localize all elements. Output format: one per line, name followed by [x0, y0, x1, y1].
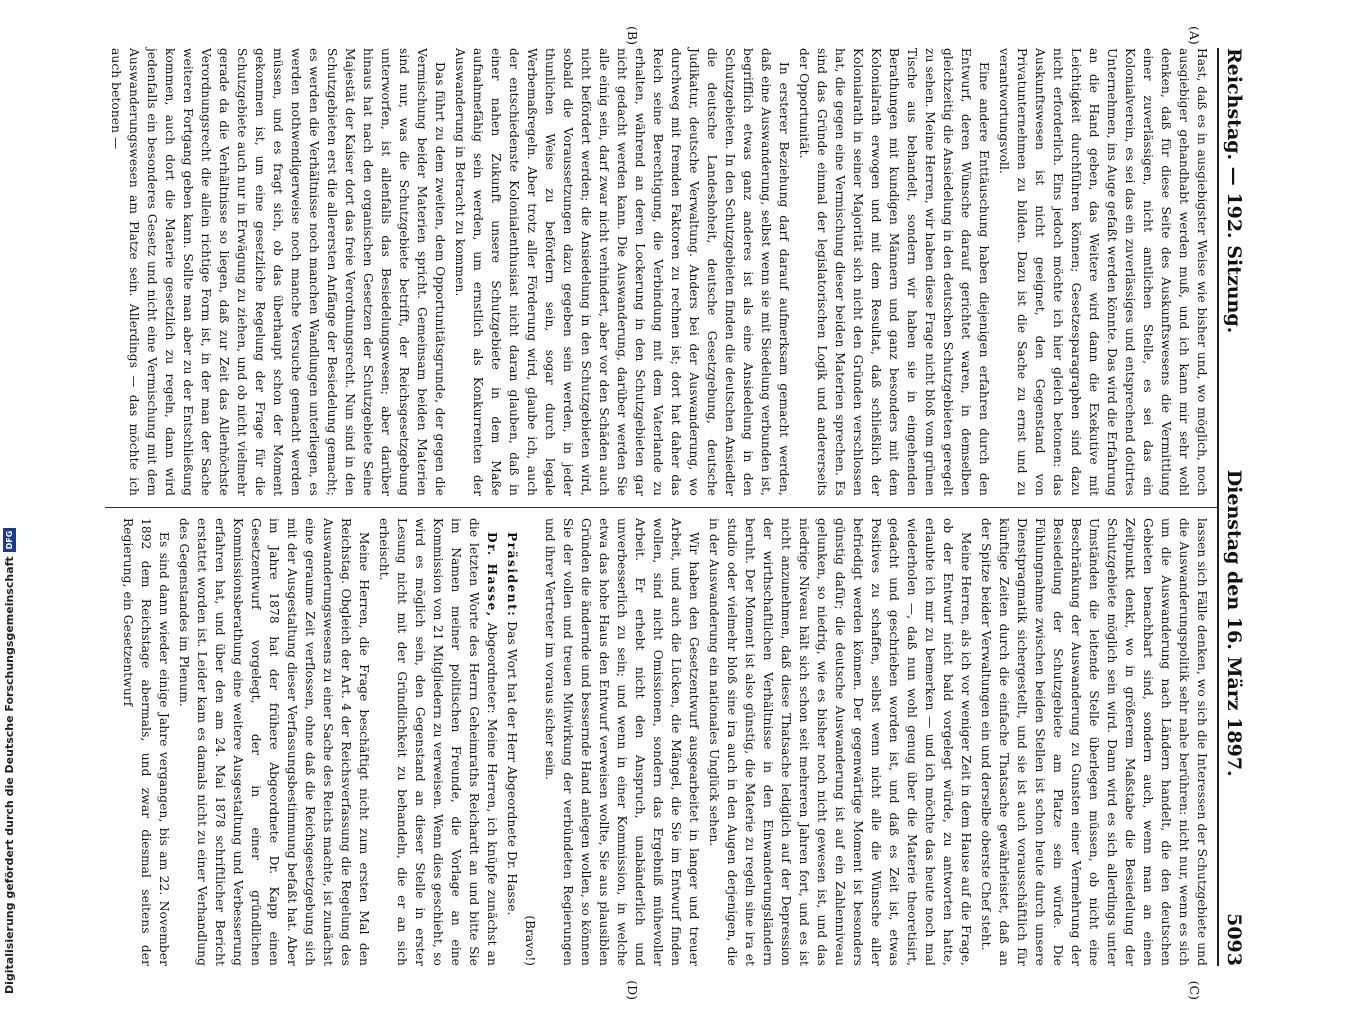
speaker-text: Das Wort hat der Herr Abgeordnete Dr. Hasse. — [505, 621, 519, 916]
margin-marker-d: (D) — [625, 980, 640, 1000]
speaker-intro — [375, 518, 501, 966]
credit-sidebar — [0, 0, 22, 1000]
paragraph: Es sind dann wieder einige Jahre vergangen, bis am 22. November 1892 dem Reichstage abermals, und zwar diesmal seitens der Regierung, ein Gesetzentwurf — [121, 518, 171, 966]
header-date: Dienstag den 16. März 1897. — [1223, 469, 1245, 777]
speaker-role: Abgeordneter: — [485, 622, 499, 714]
president-statement — [503, 518, 521, 966]
dfg-logo: DFG — [3, 528, 16, 553]
paragraph: Hast, daß es in ausgiebigster Weise wie bisher und, wo möglich, noch ausgiebiger gehandhabt werden muß, und ich kann mir sehr wohl denken, daß für diese Seite des Auskunftswesens die Vermittlung einer zuverlässigen, nicht amtlichen Stelle, es sei das ein Kolonialverein, es sei das ein zuverlässiges und entsprechend dotirtes Unternehmen, ins Auge gefaßt werden könnte. Das wird die Erfahrung an die Hand geben, das Weitere wird dann die Exekutive mit Leichtigkeit durchführen können; Gesetzesparagraphen sind dazu nicht erforderlich. Eins jedoch möchte ich hier gleich betonen: das Auskunftswesen ist nicht geeignet, den Gegenstand von Privatunternehmen zu bilden. Dazu ist die Sache zu ernst und zu verantwortungsvoll. — [997, 48, 1209, 496]
paragraph: Meine Herren, als ich vor weniger Zeit in dem Hause auf die Frage, ob der Entwurf nicht bald vorgelegt würde, zu antworten hatte, erlaubte ich mir zu bemerken — und ich möchte das heute noch mal wiederholen —, daß nun wohl genug über die Materie theoretisirt, gedacht und geschrieben worden ist, und daß es Zeit ist, etwas Positives zu schaffen, selbst wenn nicht alle die Wünsche aller befriedigt werden können. Der gegenwärtige Moment ist besonders günstig dafür; die deutsche Auswanderung ist auf ein Zahlenniveau gelunken, so niedrig, wie es bisher noch nicht gewesen ist, und das niedrige Niveau hält sich schon seit mehreren Jahren fort, und es ist nicht anzunehmen, daß diese Thatsache lediglich auf der Depression der wirthschaftlichen Verhältnisse in den Einwanderungsländern beruht. Der Moment ist also günstig, die Materie zu regeln sine ira et studio oder vielmehr bloß sine ira auch in den Augen derjenigen, die in der Auswanderung ein nationales Unglück sehen. — [707, 518, 973, 966]
header-left: Reichstag. — 192. Sitzung. — [1223, 48, 1245, 334]
paragraph: Meine Herren, die Frage beschäftigt nicht zum ersten Mal den Reichstag. Obgleich der Art. 4 der Reichsverfassung die Regelung des Auswanderungswesens zu einer Sache des Reichs machte, ist zunächst eine geraume Zeit verflossen, ohne daß die Reichsgesetzgebung sich mit der Ausgestaltung dieser Verfassungsbestimmung befaßt hat. Aber im Jahre 1878 hat der frühere Abgeordnete Dr. Kapp einen Gesetzentwurf vorgelegt, der in einer gründlichen Kommissionsberathung eine weitere Ausgestaltung und Verbesserung erfahren hat, und über den am 24. Mai 1878 schriftlicher Bericht erstattet worden ist. Leider kam es damals nicht zu einer Verhandlung des Gegenstandes im Plenum. — [177, 518, 371, 966]
right-column — [105, 518, 1211, 1000]
page-number: 5093 — [1223, 913, 1245, 966]
applause-note: (Bravo!) — [523, 915, 537, 966]
margin-marker-a: (A) — [1187, 26, 1202, 45]
document-page — [5, 22, 1255, 1022]
paragraph: Eine andere Enttäuschung haben diejenigen erfahren durch den Entwurf, deren Wünsche darauf gerichtet waren, in demselben gleichzeitig die Ansiedelung in den deutschen Schutzgebieten geregelt zu sehen. Meine Herren, wir haben diese Frage nicht bloß vom grünen Tische aus behandelt, sondern wir haben sie in eingehenden Berathungen mit kundigen Männern und ganz besonders mit dem Kolonialrath erwogen und mit dem Resultat, daß schließlich der Kolonialrath in seiner Majorität sich nicht den Gründen verschlossen hat, die gegen eine Vermischung dieser beiden Materien sprechen. Es sind das Gründe einmal der legislatorischen Logik und andererseits der Opportunität. — [797, 48, 991, 496]
paragraph: In ersterer Beziehung darf darauf aufmerksam gemacht werden, daß eine Auswanderung, selbst wenn sie mit Siedelung verbunden ist, begrifflich etwas ganz anderes ist als eine Ansiedelung in den Schutzgebieten. In den Schutzgebieten finden die deutschen Ansiedler die deutsche Landeshoheit, deutsche Gesetzgebung, deutsche Judikatur, deutsche Verwaltung. Anders bei der Auswanderung, wo durchweg mit fremden Faktoren zu rechnen ist; dort hat daher das Reich seine Berechtigung, die Verbindung mit dem Vaterlande zu erhalten, während an deren Lockerung in den Schutzgebieten gar nicht gedacht werden kann. Die Auswanderung, darüber werden Sie alle einig sein, darf zwar nicht verhindert, aber vor den Schäden auch nicht befördert werden; die Ansiedelung in den Schutzgebieten wird, sobald die Voraussetzungen dazu gegeben sein werden, in jeder thunlichen Weise zu befördern sein, sogar durch legale Werbemaßregeln. Aber trotz aller Förderung wird, glaube ich, auch der entschiedenste Kolonialenthusiast nicht daran glauben, daß in einer nahen Zukunft unsere Schutzgebiete in dem Maße aufnahmefähig sein werden, um ernstlich als Konkurrenten der Auswanderung in Betracht zu kommen. — [453, 48, 791, 496]
speaker-label: Präsident: — [505, 532, 519, 618]
text-columns — [105, 26, 1217, 1000]
speaker-text: Meine Herren, ich knüpfe zunächst an die letzten Worte des Herrn Geheimraths Reichardt an und bitte Sie im Namen meiner politischen Freunde, die Vorlage an eine Kommission von 21 Mitgliedern zu verweisen. Wenn dies geschieht, so wird es möglich sein, den Gegenstand an dieser Stelle in erster Lesung nicht mit der Gründlichkeit zu behandeln, die er an sich erheischt. — [377, 518, 499, 966]
paragraph: lassen sich Fälle denken, wo sich die Interessen der Schutzgebiete und die Auswanderungspolitik sehr nahe berühren: nicht nur, wenn es sich um die Auswanderung nach Ländern handelt, die den deutschen Gebieten benachbart sind, sondern auch, wenn man an einen Zeitpunkt denkt, wo in größerem Maßstabe die Besiedelung der Schutzgebiete möglich sein wird. Dann wird es sich allerdings unter Umständen die leitende Stelle überlegen müssen, ob nicht eine Beschränkung der Auswanderung zu Gunsten einer Vermehrung der Besiedelung der Schutzgebiete am Platze sein würde. Die Fühlungnahme zwischen beiden Stellen ist schon heute durch unsere Dienstpragmatik sichergestellt, und sie ist auch vorausschäftlich für künftige Zeiten durch die einfache Thatsache gewährleistet, daß an der Spitze beider Verwaltungen ein und derselbe oberste Chef steht. — [979, 518, 1209, 966]
margin-marker-c: (C) — [1187, 980, 1202, 1000]
speaker-name: Dr. Hasse, — [485, 532, 499, 618]
paragraph: Das führt zu dem zweiten, dem Opportunitätsgrunde, der gegen die Vermischung beider Materien spricht. Gemeinsam beiden Materien sind nur, was die Schutzgebiete betrifft, der Reichsgesetzgebung unterworfen, ist allenfalls das Besiedelungswesen; aber darüber hinaus hat nach den organischen Gesetzen der Schutzgebiete Seine Majestät der Kaiser dort das freie Verordnungsrecht. Nun sind in den Schutzgebieten erst die allerersten Anfänge der Besiedelung gemacht; es werden die Verhältnisse noch manchen Wandlungen unterliegen, es werden nothwendigerweise noch manche Versuche gemacht werden müssen, und es fragt sich, ob das überhaupt schon der Moment gekommen ist, um eine gesetzliche Regelung der Frage für die Schutzgebiete auch nur in Erwägung zu ziehen, und ob nicht vielmehr gerade da die Verhältnisse so liegen, daß zur Zeit das Allerhöchste Verordnungsrecht die allein richtige Form ist, in der man der Sache weiteren Fortgang geben kann. Sollte man aber zu der Entschließung kommen, auch dort die Materie gesetzlich zu regeln, dann wird jedenfalls ein besonderes Gesetz und nicht eine Vermischung mit dem Auswanderungswesen am Platze sein. Allerdings — das möchte ich auch betonen — — [109, 48, 447, 496]
credit-text: Digitalisierung gefördert durch die Deutsche Forschungsgemeinschaft — [3, 556, 16, 994]
column-divider — [105, 507, 1217, 508]
margin-marker-b: (B) — [625, 26, 640, 45]
paragraph: Wir haben den Gesetzentwurf ausgearbeitet in langer und treuer Arbeit, und auch die Lücken, die Mängel, die Sie im Entwurf finden wollen, sind nicht Omissionen, sondern das Ergebniß mühevoller Arbeit. Er erhebt nicht den Anspruch, unabänderlich und unverbesserlich zu sein; und wenn in einer Kommission, in welche etwa das hohe Haus den Entwurf verweisen wollte, Sie aus plausiblen Gründen die ändernde und bessernde Hand anlegen wollen, so können Sie der vollen und treuen Mitwirkung der verbündeten Regierungen und ihrer Vertreter im voraus sicher sein. — [543, 518, 701, 966]
credit-line — [3, 4, 16, 994]
left-column — [105, 26, 1211, 496]
page-header — [1217, 48, 1255, 966]
